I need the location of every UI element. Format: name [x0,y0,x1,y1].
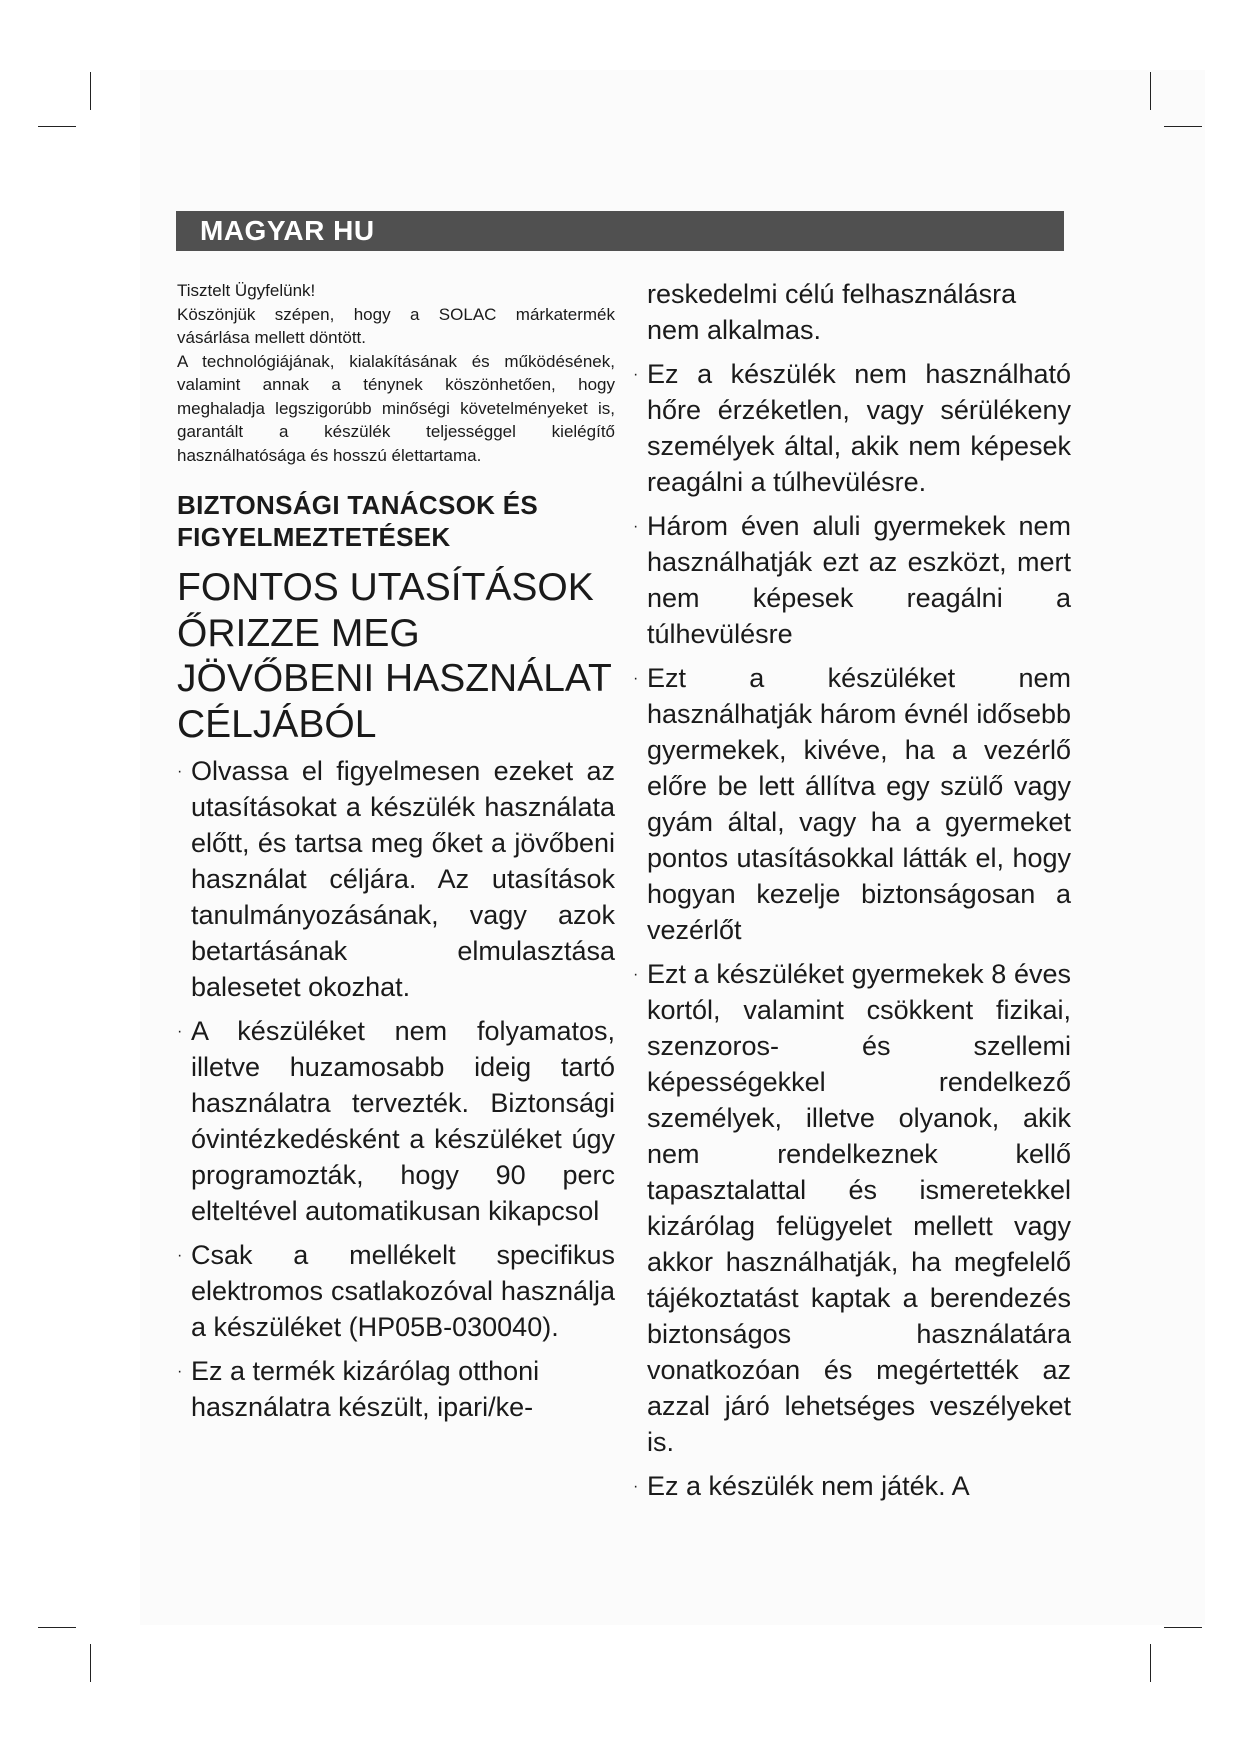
bullet-icon: · [633,670,639,687]
intro-body: A technológiájának, kialakításának és működésének, valamint annak a ténynek köszönhetően, hogy meghaladja legszigorúbb minőségi követelményeket is, garantált a készülék teljességgel kielégítő használhatósága és hosszú élettartama. [177,351,615,465]
crop-mark [38,126,76,127]
list-item: · Ez a termék kizárólag otthoni használatra készült, ipari/ke- [177,1353,615,1425]
bullet-icon: · [177,763,183,780]
bullet-icon: · [177,1023,183,1040]
crop-mark [38,1627,76,1628]
bullet-icon: · [633,518,639,535]
right-column [633,276,1071,1512]
language-header: MAGYAR HU [176,211,1064,251]
list-item: · A készüléket nem folyamatos, illetve huzamosabb ideig tartó használatra tervezték. Biztonsági óvintézkedésként a készüléket úgy programozták, hogy 90 perc elteltével automatikusan kikapcsol [177,1013,615,1229]
safety-title: BIZTONSÁGI TANÁCSOK ÉS FIGYELMEZTETÉSEK [177,490,538,552]
crop-mark [90,72,91,110]
intro-text [177,279,615,467]
bullet-icon: · [633,366,639,383]
list-item: · Csak a mellékelt specifikus elektromos csatlakozóval használja a készüléket (HP05B-030040). [177,1237,615,1345]
list-item: · Ezt a készüléket nem használhatják három évnél idősebb gyermekek, kivéve, ha a vezérlő előre be lett állítva egy szülő vagy gyám által, vagy ha a gyermeket pontos utasításokkal látták el, hogy hogyan kezelje biztonságosan a vezérlőt [633,660,1071,948]
right-instruction-list [633,356,1071,1504]
list-item: · Ezt a készüléket gyermekek 8 éves kortól, valamint csökkent fizikai, szenzoros- és szellemi képességekkel rendelkező személyek, illetve olyanok, akik nem rendelkeznek kellő tapasztalattal és ismeretekkel kizárólag felügyelet mellett vagy akkor használhatják, ha megfelelő tájékoztatást kaptak a berendezés biztonságos használatára vonatkozóan és megértették az azzal járó lehetséges veszélyeket is. [633,956,1071,1460]
list-item: · Ez a készülék nem játék. A [633,1468,1071,1504]
left-instruction-list [177,753,615,1425]
bullet-icon: · [633,1478,639,1495]
bullet-icon: · [177,1247,183,1264]
greeting: Tisztelt Ügyfelünk! [177,281,316,300]
crop-mark [1150,72,1151,110]
crop-mark [1164,1627,1202,1628]
list-item: · Ez a készülék nem használható hőre érzéketlen, vagy sérülékeny személyek által, akik nem képesek reagálni a túlhevülésre. [633,356,1071,500]
thanks-text: Köszönjük szépen, hogy a SOLAC márkatermék vásárlása mellett döntött. [177,304,615,347]
crop-mark [1150,1644,1151,1682]
bullet-icon: · [177,1363,183,1380]
left-column [177,279,615,1433]
continued-text: reskedelmi célú felhasználásra nem alkalmas. [647,279,1017,345]
crop-mark [90,1644,91,1682]
important-title: FONTOS UTASÍTÁSOK ŐRIZZE MEG JÖVŐBENI HASZNÁLAT CÉLJÁBÓL [177,566,612,746]
bullet-icon: · [633,966,639,983]
list-item: · Olvassa el figyelmesen ezeket az utasításokat a készülék használata előtt, és tartsa meg őket a jövőbeni használat céljára. Az utasítások tanulmányozásának, vagy azok betartásának elmulasztása balesetet okozhat. [177,753,615,1005]
list-item: · Három éven aluli gyermekek nem használhatják ezt az eszközt, mert nem képesek reagálni a túlhevülésre [633,508,1071,652]
crop-mark [1164,126,1202,127]
